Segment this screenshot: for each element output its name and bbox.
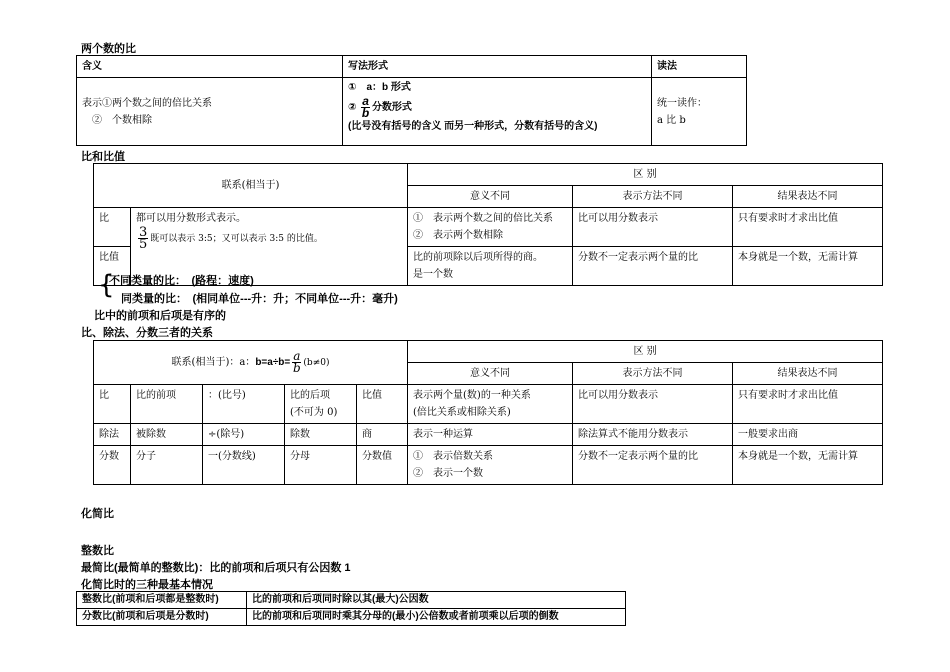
row-label-ratio: 比 [94, 208, 131, 247]
cell-reading [652, 78, 747, 146]
cell-r1-c4 [285, 385, 357, 424]
note-same-kind: 同类量的比： (相同单位---升：升；不同单位---升：毫升) [121, 293, 398, 305]
case-2-label: 分数比(前项和后项是分数时) [77, 609, 247, 626]
section-title-simplify: 化简比 [81, 508, 114, 520]
link-fraction [292, 351, 301, 374]
header-link: 联系(相当于) [94, 164, 408, 208]
link-fraction-numerator: 3 [139, 225, 148, 240]
link-line-2-text: 既可以表示 3:5；又可以表示 3:5 的比值。 [150, 234, 323, 244]
subheader-method: 表示方法不同 [573, 186, 733, 208]
cell-r2-c8: 一般要求出商 [733, 424, 883, 446]
case-1-label: 整数比(前项和后项都是整数时) [77, 592, 247, 609]
cell-r3-c4: 分母 [285, 446, 357, 485]
reading-line-1: 统一读作： [657, 97, 707, 109]
note-ordered: 比中的前项和后项是有序的 [94, 310, 226, 322]
subheader-result: 结果表达不同 [733, 186, 883, 208]
cell-value-result: 本身就是一个数，无需计算 [733, 247, 883, 286]
cell-r3-c2: 分子 [131, 446, 203, 485]
header-difference: 区 别 [408, 164, 883, 186]
note-different-kind: 不同类量的比： (路程：速度) [109, 275, 254, 287]
form-note: (比号没有括号的含义 而另一种形式，分数有括号的含义) [348, 121, 598, 132]
cell-value-method: 分数不一定表示两个量的比 [573, 247, 733, 286]
meaning-line-2: ② 个数相除 [92, 114, 152, 126]
subheader-meaning: 意义不同 [408, 186, 573, 208]
link-formula: b=a÷b= [255, 357, 291, 368]
table-ratio-definition [76, 55, 747, 146]
table-ratio-vs-value [93, 163, 883, 286]
subheader-meaning: 意义不同 [408, 363, 573, 385]
cell-r1-c1: 比 [94, 385, 131, 424]
cell-r1-c3: ：(比号) [203, 385, 285, 424]
cell-ratio-method: 比可以用分数表示 [573, 208, 733, 247]
cell-r3-c8: 本身就是一个数，无需计算 [733, 446, 883, 485]
link-prefix: 联系(相当于)：a： [171, 357, 256, 368]
cell-r3-c7: 分数不一定表示两个量的比 [573, 446, 733, 485]
r3-meaning-2: ② 表示一个数 [413, 468, 484, 479]
header-difference: 区 别 [408, 341, 883, 363]
reading-line-2: a 比 b [657, 114, 686, 126]
r1-meaning: 表示两个量(数)的一种关系 [413, 390, 531, 401]
cell-ratio-meaning [408, 208, 573, 247]
form-2-prefix: ② [348, 102, 357, 114]
cell-value-meaning [408, 247, 573, 286]
link-denominator: b [293, 361, 301, 375]
cell-r3-c3: 一(分数线) [203, 446, 285, 485]
link-fraction-denominator: 5 [139, 237, 148, 252]
cell-r3-c1: 分数 [94, 446, 131, 485]
cell-r2-c7: 除法算式不能用分数表示 [573, 424, 733, 446]
cell-r1-c5: 比值 [357, 385, 408, 424]
cell-r3-c6 [408, 446, 573, 485]
cell-r2-c4: 除数 [285, 424, 357, 446]
subheader-result: 结果表达不同 [733, 363, 883, 385]
cell-r3-c5: 分数值 [357, 446, 408, 485]
case-1-rule: 比的前项和后项同时除以其(最大)公因数 [247, 592, 626, 609]
form-2-suffix: 分数形式 [371, 102, 412, 114]
form-line-1: ① a：b 形式 [348, 82, 411, 93]
value-meaning-1: 比的前项除以后项所得的商。 [413, 252, 543, 263]
simplest-ratio-definition: 最简比(最简单的整数比)：比的前项和后项只有公因数 1 [81, 562, 351, 574]
cell-r1-c6 [408, 385, 573, 424]
value-meaning-2: 是一个数 [413, 269, 453, 280]
subheader-method: 表示方法不同 [573, 363, 733, 385]
cell-r2-c2: 被除数 [131, 424, 203, 446]
table-simplify-cases [76, 591, 626, 626]
r1-meaning-note: (倍比关系或相除关系) [413, 407, 511, 418]
cell-form [343, 78, 652, 146]
cases-title: 化简比时的三种最基本情况 [81, 579, 213, 591]
r3-meaning-1: ① 表示倍数关系 [413, 451, 494, 462]
cell-r2-c6: 表示一种运算 [408, 424, 573, 446]
link-line-1: 都可以用分数形式表示。 [136, 213, 246, 224]
section-title-ratio-and-value: 比和比值 [81, 151, 125, 163]
meaning-line-1: 表示①两个数之间的倍比关系 [82, 97, 212, 109]
link-line-2 [136, 227, 402, 250]
cell-meaning [77, 78, 343, 146]
cell-r1-c2: 比的前项 [131, 385, 203, 424]
row-label-value: 比值 [94, 247, 131, 286]
ratio-meaning-2: ② 表示两个数相除 [413, 230, 503, 241]
cell-r1-c8: 只有要求时才求出比值 [733, 385, 883, 424]
section-title-three-relations: 比、除法、分数三者的关系 [81, 327, 213, 339]
section-title-two-numbers-ratio: 两个数的比 [81, 43, 136, 55]
header-meaning: 含义 [77, 56, 343, 78]
header-link [94, 341, 408, 385]
cell-r2-c1: 除法 [94, 424, 131, 446]
cell-ratio-result: 只有要求时才求出比值 [733, 208, 883, 247]
subtitle-integer-ratio: 整数比 [81, 545, 114, 557]
form-2-denominator: b [361, 106, 370, 120]
left-brace-icon: { [98, 270, 115, 300]
form-line-2 [348, 96, 646, 119]
r1-after-term: 比的后项 [290, 390, 330, 401]
table-ratio-division-fraction [93, 340, 883, 485]
link-condition: (b≠0) [303, 358, 330, 368]
header-form: 写法形式 [343, 56, 652, 78]
cell-r2-c5: 商 [357, 424, 408, 446]
form-2-numerator: a [362, 94, 369, 108]
header-reading: 读法 [652, 56, 747, 78]
cell-r2-c3: ÷(除号) [203, 424, 285, 446]
form-2-fraction [361, 96, 370, 119]
cell-r1-c7: 比可以用分数表示 [573, 385, 733, 424]
link-fraction [138, 227, 148, 250]
ratio-meaning-1: ① 表示两个数之间的倍比关系 [413, 213, 553, 224]
r1-after-term-note: (不可为 0) [290, 407, 338, 418]
case-2-rule: 比的前项和后项同时乘其分母的(最小)公倍数或者前项乘以后项的倒数 [247, 609, 626, 626]
link-numerator: a [293, 349, 301, 363]
